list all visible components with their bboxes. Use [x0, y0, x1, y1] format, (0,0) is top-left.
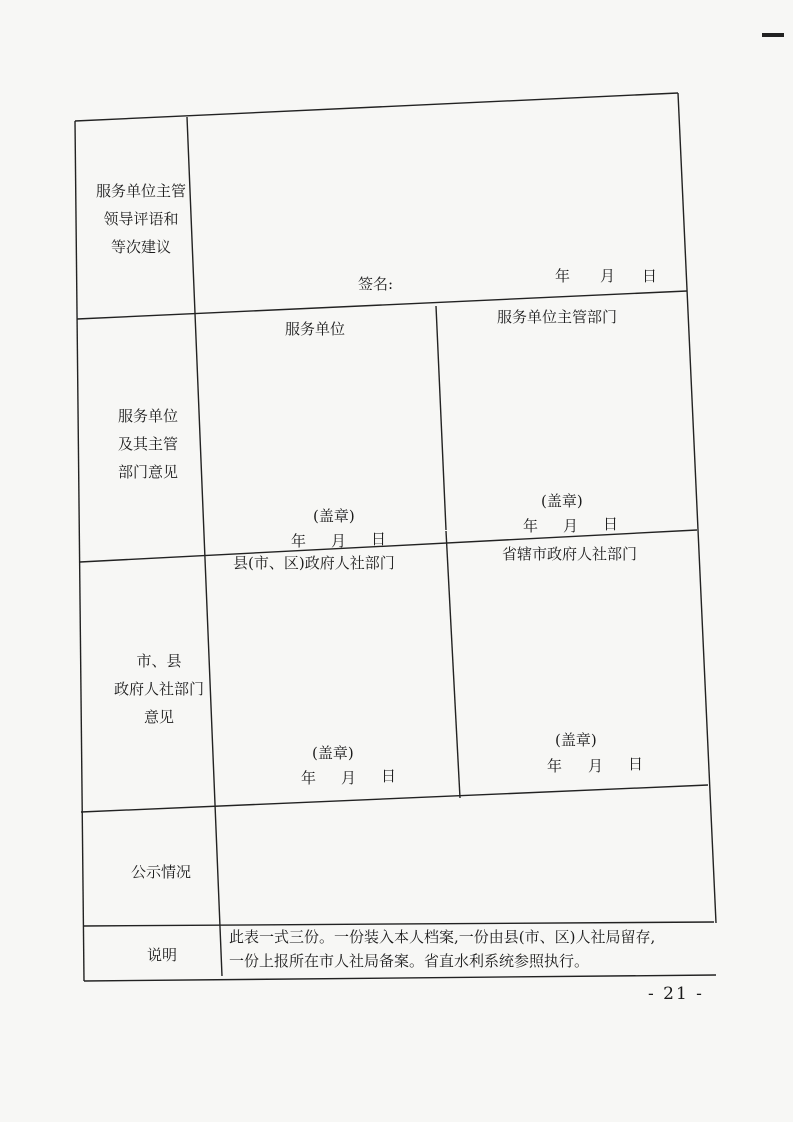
leader-date-day: 日: [642, 267, 658, 285]
page-number: - 21 -: [648, 984, 704, 1004]
signature-label: 签名:: [358, 275, 394, 293]
hrss-opinion-label-line-1: 市、县: [136, 652, 182, 670]
unit-opinion-label-line-3: 部门意见: [117, 463, 178, 481]
supervisor-dept-title: 服务单位主管部门: [497, 308, 618, 326]
service-unit-title: 服务单位: [285, 320, 346, 338]
notes-text-line-2: 一份上报所在市人社局备案。省直水利系统参照执行。: [229, 952, 590, 970]
notes-label: 说明: [146, 946, 177, 964]
county-hrss-date-day: 日: [381, 767, 397, 785]
unit-opinion-label-line-2: 及其主管: [117, 435, 178, 453]
county-hrss-date-month: 月: [341, 769, 357, 787]
leader-comment-label-line-3: 等次建议: [110, 238, 171, 256]
city-hrss-date-year: 年: [547, 757, 563, 775]
county-hrss-stamp: (盖章): [312, 744, 354, 762]
service-unit-date-day: 日: [371, 530, 387, 548]
supervisor-dept-date-month: 月: [563, 517, 579, 535]
city-hrss-date-day: 日: [628, 755, 644, 773]
hrss-opinion-label-line-2: 政府人社部门: [113, 680, 204, 698]
hrss-opinion-label-line-3: 意见: [143, 708, 174, 726]
service-unit-date-month: 月: [331, 532, 347, 550]
notes-text-line-1: 此表一式三份。一份装入本人档案,一份由县(市、区)人社局留存,: [229, 928, 656, 946]
county-hrss-title: 县(市、区)政府人社部门: [233, 554, 395, 572]
city-hrss-date-month: 月: [588, 757, 604, 775]
leader-date-year: 年: [555, 267, 571, 285]
county-hrss-date-year: 年: [301, 769, 317, 787]
unit-opinion-label-line-1: 服务单位: [117, 407, 178, 425]
city-hrss-stamp: (盖章): [555, 731, 597, 749]
city-hrss-title: 省辖市政府人社部门: [502, 545, 638, 563]
service-unit-stamp: (盖章): [313, 507, 355, 525]
leader-comment-label-line-1: 服务单位主管: [95, 182, 186, 200]
supervisor-dept-date-year: 年: [523, 517, 539, 535]
publicity-label: 公示情况: [130, 863, 191, 881]
leader-date-month: 月: [600, 267, 616, 285]
supervisor-dept-date-day: 日: [603, 515, 619, 533]
supervisor-dept-stamp: (盖章): [541, 492, 583, 510]
service-unit-date-year: 年: [291, 532, 307, 550]
leader-comment-label-line-2: 领导评语和: [103, 210, 179, 228]
